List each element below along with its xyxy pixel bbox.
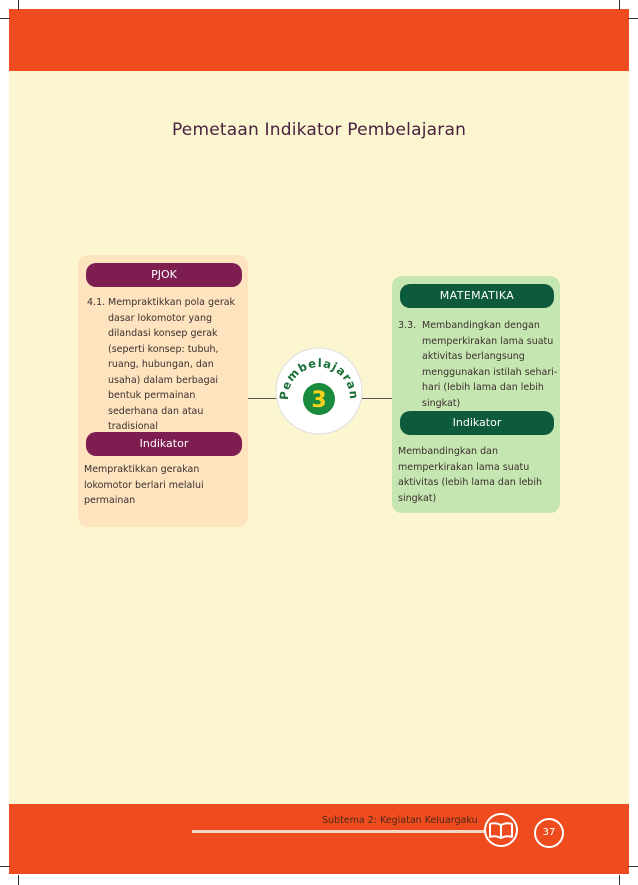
- matematika-header: MATEMATIKA: [400, 284, 554, 308]
- top-orange-band: [9, 9, 629, 71]
- crop-mark: [628, 866, 638, 867]
- matematika-indicator-text: Membandingkan dan memperkirakan lama suatu aktivitas (lebih lama dan lebih singkat): [398, 446, 542, 504]
- page-number: 37: [534, 818, 564, 848]
- matematika-kd-text: Membandingkan dengan memperkirakan lama suatu aktivitas berlangsung menggunakan istilah sehari-hari (lebih lama dan lebih singkat): [422, 320, 558, 409]
- crop-mark: [18, 0, 19, 10]
- matematika-indicator-header: Indikator: [400, 411, 554, 435]
- crop-mark: [619, 875, 620, 885]
- page-title: Pemetaan Indikator Pembelajaran: [171, 120, 467, 140]
- crop-mark: [0, 866, 10, 867]
- footer-line: [192, 830, 492, 833]
- pjok-indicator-text: Mempraktikkan gerakan lokomotor berlari melalui permainan: [84, 464, 204, 506]
- matematika-kd: [398, 318, 558, 411]
- pjok-header: PJOK: [86, 263, 242, 287]
- crop-mark: [0, 18, 10, 19]
- pembelajaran-badge: [274, 346, 364, 436]
- pjok-kd-number: 4.1.: [87, 297, 106, 308]
- badge-word-path: Pembelajaran: [276, 355, 362, 401]
- pjok-kd: [87, 295, 242, 435]
- crop-mark: [619, 0, 620, 10]
- pjok-indicator-header: Indikator: [86, 432, 242, 456]
- matematika-kd-number: 3.3.: [398, 320, 417, 331]
- crop-mark: [628, 18, 638, 19]
- badge-number: 3: [311, 388, 327, 413]
- footer-subtema: Subtema 2: Kegiatan Keluargaku: [322, 815, 478, 826]
- crop-mark: [18, 875, 19, 885]
- open-book-icon: [482, 813, 520, 847]
- pjok-kd-text: Mempraktikkan pola gerak dasar lokomotor yang dilandasi konsep gerak (seperti konsep: tubuh, ruang, hubungan, dan usaha) dalam berbagai bentuk permainan sederhana dan atau tradisional: [108, 297, 236, 432]
